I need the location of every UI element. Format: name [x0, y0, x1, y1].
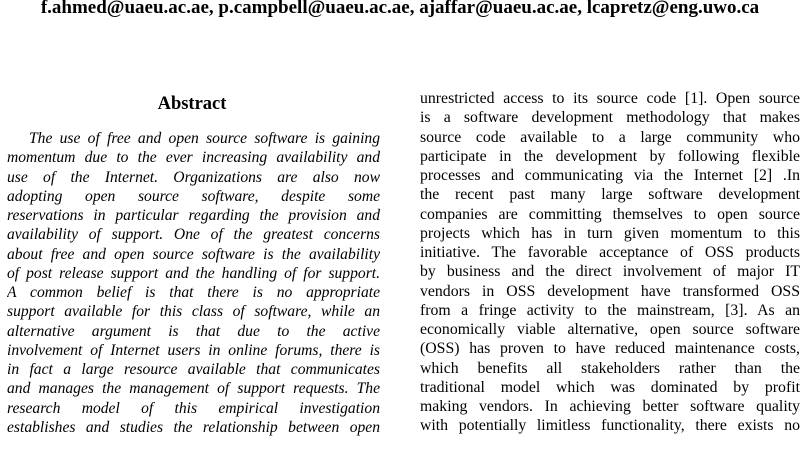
- abstract-line: establishes and studies the relationship between open: [7, 418, 380, 436]
- author-emails: f.ahmed@uaeu.ac.ae, p.campbell@uaeu.ac.ae, ajaffar@uaeu.ac.ae, lcapretz@eng.uwo.ca: [40, 0, 760, 18]
- body-line: vendors in OSS development have transformed OSS: [420, 282, 800, 300]
- abstract-line: use of the Internet. Organizations are also now: [7, 168, 380, 186]
- body-line: (OSS) has proven to have reduced maintenance costs,: [420, 340, 800, 358]
- body-line: making vendors. In achieving better software quality: [420, 398, 800, 415]
- body-line: traditional model which was dominated by profit: [420, 378, 800, 396]
- abstract-heading: Abstract: [157, 94, 227, 114]
- abstract-line: support available for this class of software, while an: [7, 303, 380, 321]
- body-line: source code available to a large community who: [420, 128, 800, 146]
- abstract-line: The use of free and open source software is gaining: [29, 130, 380, 147]
- body-line: is a software development methodology that makes: [420, 109, 800, 127]
- abstract-line: A common belief is that there is no appropriate: [7, 284, 380, 301]
- body-line: by business and the direct involvement of major IT: [420, 263, 800, 281]
- body-line: with potentially limitless functionality, there exists no: [420, 417, 800, 435]
- abstract-text: [7, 129, 380, 437]
- abstract-line: and manages the management of support requests. The: [7, 380, 380, 398]
- body-line: unrestricted access to its source code [1]. Open source: [420, 90, 800, 107]
- body-line: projects which has in turn given momentum to this: [420, 224, 800, 242]
- abstract-line: in fact a large resource available that communicates: [7, 361, 380, 378]
- abstract-line: reservations in particular regarding the provision and: [7, 207, 380, 224]
- abstract-line: involvement of Internet users in online forums, there is: [7, 341, 380, 359]
- body-line: the recent past many large software development: [420, 186, 800, 204]
- abstract-line: momentum due to the ever increasing availability and: [7, 149, 380, 167]
- body-line: participate in the development by following flexible: [420, 147, 800, 165]
- abstract-line: alternative argument is that due to the active: [7, 322, 380, 340]
- body-line: companies are committing themselves to open source: [420, 205, 800, 223]
- abstract-line: of post release support and the handling of for support.: [7, 264, 380, 282]
- abstract-line: about free and open source software is the availability: [7, 245, 380, 263]
- body-line: from a fringe activity to the mainstream, [3]. As an: [420, 301, 800, 319]
- body-text: [420, 89, 800, 436]
- body-line: processes and communicating via the Internet [2] .In: [420, 167, 800, 184]
- abstract-line: adopting open source software, despite some: [7, 187, 380, 205]
- body-line: which benefits all stakeholders rather than the: [420, 359, 800, 377]
- body-line: economically viable alternative, open source software: [420, 321, 800, 338]
- body-line: initiative. The favorable acceptance of OSS products: [420, 244, 800, 261]
- abstract-line: availability of support. One of the greatest concerns: [7, 226, 380, 244]
- abstract-line: research model of this empirical investigation: [7, 399, 380, 417]
